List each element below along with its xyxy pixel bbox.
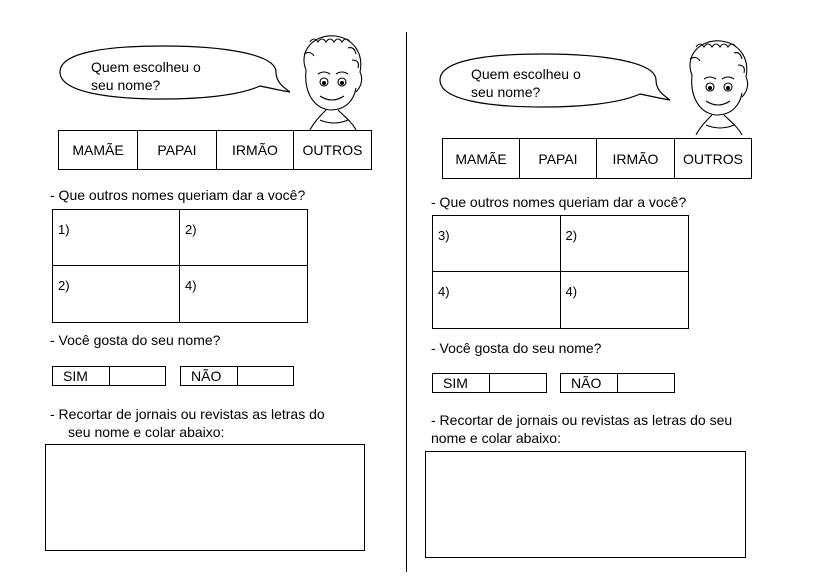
right-yes-box[interactable] [432,373,547,393]
left-yes-box[interactable] [52,366,166,386]
no-label: NÃO [561,374,618,392]
left-like-prompt: - Você gosta do seu nome? [50,332,221,348]
yes-answer-field[interactable] [110,367,165,385]
right-like-prompt: - Você gosta do seu nome? [431,340,602,356]
name-slot[interactable]: 1) [53,210,180,266]
no-answer-field[interactable] [238,367,293,385]
left-cut-prompt: - Recortar de jornais ou revistas as letras do seu nome e colar abaixo: [50,406,325,440]
no-label: NÃO [181,367,238,385]
option-mamae[interactable]: MAMÃE [443,139,520,178]
name-slot[interactable]: 2) [53,266,180,322]
right-bubble-text: Quem escolheu o seu nome? [471,66,581,100]
option-irmao[interactable]: IRMÃO [597,139,675,178]
right-no-box[interactable] [560,373,675,393]
name-slot[interactable]: 4) [433,272,561,328]
option-outros[interactable]: OUTROS [683,150,743,167]
option-papai[interactable]: PAPAI [138,131,217,169]
right-cut-prompt: - Recortar de jornais ou revistas as letras do seu nome e colar abaixo: [431,412,733,446]
name-slot[interactable]: 4) [185,278,197,293]
yes-label: SIM [433,374,490,392]
right-names-prompt: - Que outros nomes queriam dar a você? [431,194,687,210]
right-names-grid [432,215,689,329]
left-chooser-options [58,130,372,170]
option-papai[interactable]: PAPAI [520,139,597,178]
girl-illustration [290,30,368,130]
option-outros[interactable]: OUTROS [302,142,363,158]
left-no-box[interactable] [180,366,294,386]
no-answer-field[interactable] [618,374,674,392]
name-slot[interactable]: 4) [565,284,578,299]
girl-illustration [676,35,754,135]
left-names-grid [52,209,308,323]
right-paste-area[interactable] [425,451,746,558]
name-slot[interactable]: 3) [433,216,561,272]
yes-answer-field[interactable] [490,374,546,392]
name-slot[interactable]: 2) [180,210,307,266]
option-irmao[interactable]: IRMÃO [217,131,294,169]
right-chooser-options [442,138,752,179]
left-bubble-text: Quem escolheu o seu nome? [91,59,201,93]
page-divider [406,32,407,572]
yes-label: SIM [53,367,110,385]
name-slot[interactable]: 2) [561,216,689,272]
left-names-prompt: - Que outros nomes queriam dar a você? [50,187,306,203]
option-mamae[interactable]: MAMÃE [59,131,138,169]
left-paste-area[interactable] [45,444,365,551]
